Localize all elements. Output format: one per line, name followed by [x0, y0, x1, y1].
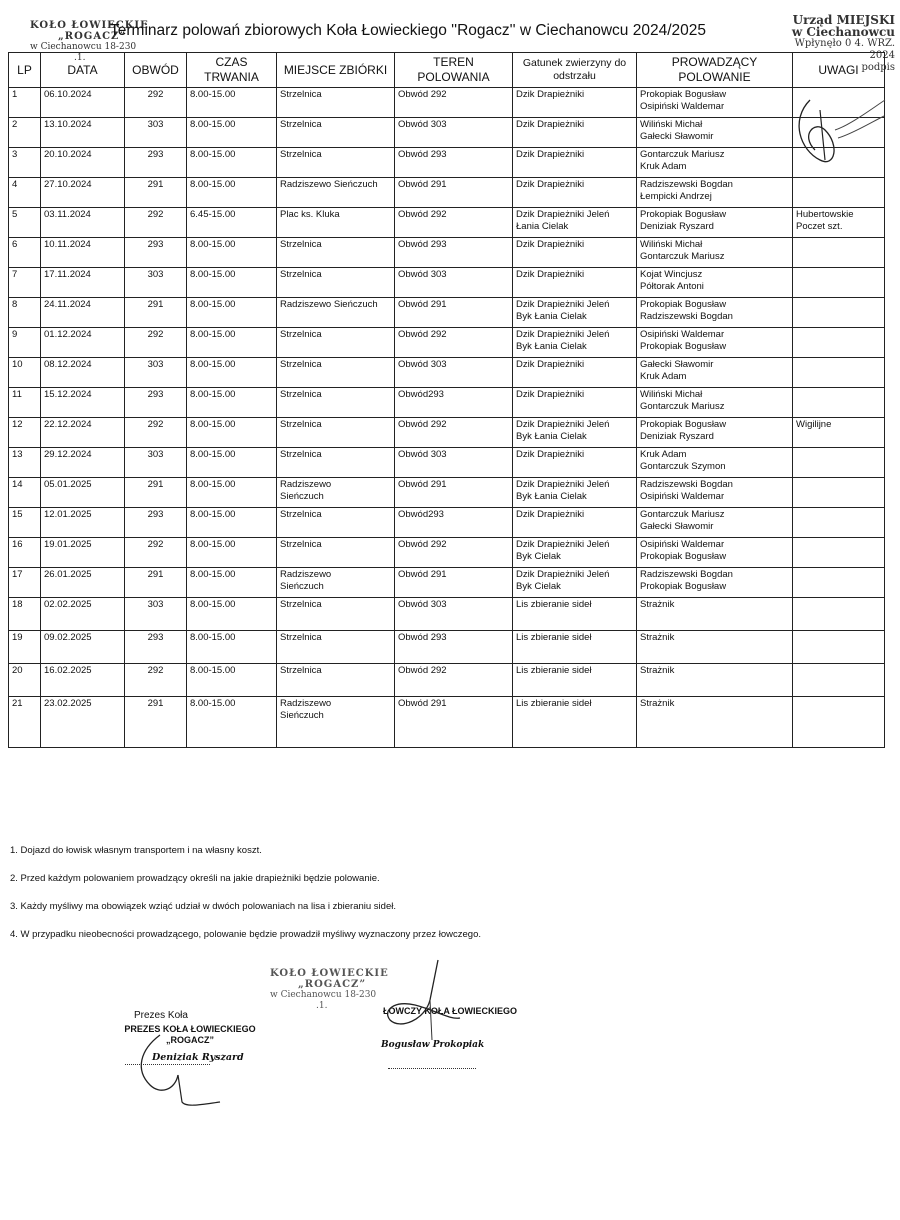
table-row — [9, 568, 885, 598]
table-row — [9, 178, 885, 208]
table-row — [9, 598, 885, 631]
stamp-line: podpis — [861, 62, 895, 73]
cell-data: 08.12.2024 — [41, 358, 125, 388]
cell-uwagi — [793, 697, 885, 748]
cell-miejsce: Strzelnica — [277, 631, 395, 664]
column-header-czas: CZAS TRWANIA — [187, 53, 277, 88]
cell-lp: 14 — [9, 478, 41, 508]
cell-uwagi — [793, 388, 885, 418]
cell-prowadzacy: Kojat Wincjusz Półtorak Antoni — [637, 268, 793, 298]
cell-gatunek: Dzik Drapieżniki — [513, 268, 637, 298]
cell-czas: 8.00-15.00 — [187, 478, 277, 508]
stamp-line: .1. — [74, 53, 86, 63]
cell-miejsce: Strzelnica — [277, 598, 395, 631]
cell-miejsce: Strzelnica — [277, 118, 395, 148]
cell-data: 24.11.2024 — [41, 298, 125, 328]
cell-obwod: 292 — [125, 418, 187, 448]
cell-uwagi — [793, 298, 885, 328]
cell-gatunek: Dzik Drapieżniki — [513, 358, 637, 388]
cell-teren: Obwód 291 — [395, 298, 513, 328]
cell-miejsce: Plac ks. Kluka — [277, 208, 395, 238]
cell-czas: 8.00-15.00 — [187, 358, 277, 388]
cell-prowadzacy: Gontarczuk Mariusz Kruk Adam — [637, 148, 793, 178]
cell-data: 17.11.2024 — [41, 268, 125, 298]
cell-teren: Obwód 292 — [395, 418, 513, 448]
lowczy-stamp: ŁOWCZY KOŁA ŁOWIECKIEGO — [383, 1006, 517, 1016]
cell-lp: 12 — [9, 418, 41, 448]
cell-obwod: 293 — [125, 631, 187, 664]
cell-teren: Obwód 292 — [395, 208, 513, 238]
cell-data: 27.10.2024 — [41, 178, 125, 208]
cell-teren: Obwód 303 — [395, 268, 513, 298]
cell-prowadzacy: Prokopiak Bogusław Deniziak Ryszard — [637, 208, 793, 238]
cell-obwod: 303 — [125, 118, 187, 148]
handwritten-signature-lowczy — [360, 960, 480, 1050]
cell-miejsce: Radziszewo Sieńczuch — [277, 298, 395, 328]
cell-czas: 8.00-15.00 — [187, 328, 277, 358]
table-row — [9, 664, 885, 697]
cell-teren: Obwód 291 — [395, 478, 513, 508]
cell-teren: Obwód 303 — [395, 358, 513, 388]
cell-teren: Obwód 303 — [395, 118, 513, 148]
table-row — [9, 208, 885, 238]
cell-miejsce: Strzelnica — [277, 268, 395, 298]
handwritten-signature-top — [780, 90, 890, 180]
cell-miejsce: Strzelnica — [277, 538, 395, 568]
note-item: 4. W przypadku nieobecności prowadzącego, polowanie będzie prowadził myśliwy wyznaczony przez łowczego. — [10, 929, 482, 940]
cell-uwagi: Hubertowskie Poczet szt. — [793, 208, 885, 238]
note-item: 3. Każdy myśliwy ma obowiązek wziąć udział w dwóch polowaniach na lisa i zbieraniu sideł. — [10, 901, 396, 912]
cell-miejsce: Radziszewo Sieńczuch — [277, 478, 395, 508]
cell-teren: Obwód 293 — [395, 148, 513, 178]
cell-uwagi — [793, 238, 885, 268]
cell-prowadzacy: Wiliński Michał Gontarczuk Mariusz — [637, 238, 793, 268]
cell-miejsce: Strzelnica — [277, 88, 395, 118]
stamp-line: Urząd MIEJSKI — [792, 13, 895, 27]
cell-data: 09.02.2025 — [41, 631, 125, 664]
cell-miejsce: Strzelnica — [277, 508, 395, 538]
stamp-line: Wpłynęło 0 4. WRZ. 2024 — [794, 38, 895, 61]
cell-prowadzacy: Strażnik — [637, 598, 793, 631]
cell-uwagi — [793, 508, 885, 538]
cell-czas: 6.45-15.00 — [187, 208, 277, 238]
cell-prowadzacy: Strażnik — [637, 664, 793, 697]
cell-uwagi: Wigilijne — [793, 418, 885, 448]
cell-obwod: 303 — [125, 358, 187, 388]
table-row — [9, 268, 885, 298]
cell-teren: Obwód 303 — [395, 448, 513, 478]
cell-czas: 8.00-15.00 — [187, 538, 277, 568]
cell-czas: 8.00-15.00 — [187, 148, 277, 178]
cell-gatunek: Dzik Drapieżniki — [513, 118, 637, 148]
cell-miejsce: Radziszewo Sieńczuch — [277, 568, 395, 598]
notes-list — [10, 845, 870, 957]
cell-uwagi — [793, 478, 885, 508]
cell-obwod: 303 — [125, 448, 187, 478]
cell-gatunek: Dzik Drapieżniki — [513, 238, 637, 268]
cell-data: 22.12.2024 — [41, 418, 125, 448]
cell-teren: Obwód 303 — [395, 598, 513, 631]
cell-czas: 8.00-15.00 — [187, 238, 277, 268]
cell-gatunek: Dzik Drapieżniki — [513, 388, 637, 418]
column-header-uwagi: UWAGI — [793, 53, 885, 88]
cell-obwod: 293 — [125, 508, 187, 538]
cell-obwod: 291 — [125, 178, 187, 208]
cell-prowadzacy: Gontarczuk Mariusz Gałecki Sławomir — [637, 508, 793, 538]
table-row — [9, 328, 885, 358]
table-row — [9, 631, 885, 664]
cell-teren: Obwód 292 — [395, 88, 513, 118]
cell-lp: 3 — [9, 148, 41, 178]
stamp-line: „ROGACZ” — [166, 1035, 214, 1045]
cell-data: 26.01.2025 — [41, 568, 125, 598]
signature-line-lowczy — [388, 1068, 476, 1069]
table-row — [9, 448, 885, 478]
cell-obwod: 291 — [125, 697, 187, 748]
cell-obwod: 292 — [125, 538, 187, 568]
stamp-line: PREZES KOŁA ŁOWIECKIEGO — [124, 1024, 256, 1034]
cell-miejsce: Strzelnica — [277, 328, 395, 358]
cell-prowadzacy: Osipiński Waldemar Prokopiak Bogusław — [637, 328, 793, 358]
cell-lp: 15 — [9, 508, 41, 538]
cell-lp: 19 — [9, 631, 41, 664]
cell-czas: 8.00-15.00 — [187, 388, 277, 418]
document-title: Terminarz polowań zbiorowych Koła Łowieckiego ''Rogacz'' w Ciechanowcu 2024/2025 — [110, 22, 706, 39]
cell-miejsce: Radziszewo Sieńczuch — [277, 697, 395, 748]
table-row — [9, 88, 885, 118]
cell-prowadzacy: Gałecki Sławomir Kruk Adam — [637, 358, 793, 388]
column-header-gatunek: Gatunek zwierzyny do odstrzału — [513, 53, 637, 88]
cell-uwagi — [793, 538, 885, 568]
cell-prowadzacy: Strażnik — [637, 697, 793, 748]
cell-obwod: 293 — [125, 238, 187, 268]
column-header-data: DATA — [41, 53, 125, 88]
cell-prowadzacy: Prokopiak Bogusław Osipiński Waldemar — [637, 88, 793, 118]
cell-teren: Obwód 292 — [395, 664, 513, 697]
cell-uwagi — [793, 631, 885, 664]
cell-teren: Obwód 292 — [395, 538, 513, 568]
cell-uwagi — [793, 268, 885, 298]
cell-gatunek: Dzik Drapieżniki Jeleń Łania Cielak — [513, 208, 637, 238]
cell-miejsce: Strzelnica — [277, 388, 395, 418]
cell-data: 06.10.2024 — [41, 88, 125, 118]
stamp-line: „ROGACZ” — [58, 31, 127, 42]
cell-obwod: 292 — [125, 208, 187, 238]
cell-data: 13.10.2024 — [41, 118, 125, 148]
cell-gatunek: Lis zbieranie sideł — [513, 631, 637, 664]
note-item: 1. Dojazd do łowisk własnym transportem i na własny koszt. — [10, 845, 262, 856]
cell-uwagi — [793, 328, 885, 358]
cell-uwagi — [793, 358, 885, 388]
cell-teren: Obwód 291 — [395, 568, 513, 598]
cell-gatunek: Dzik Drapieżniki — [513, 88, 637, 118]
cell-data: 10.11.2024 — [41, 238, 125, 268]
cell-data: 01.12.2024 — [41, 328, 125, 358]
cell-prowadzacy: Radziszewski Bogdan Łempicki Andrzej — [637, 178, 793, 208]
cell-miejsce: Strzelnica — [277, 238, 395, 268]
cell-prowadzacy: Prokopiak Bogusław Radziszewski Bogdan — [637, 298, 793, 328]
cell-teren: Obwód 291 — [395, 178, 513, 208]
cell-prowadzacy: Wiliński Michał Gałecki Sławomir — [637, 118, 793, 148]
cell-miejsce: Strzelnica — [277, 664, 395, 697]
cell-miejsce: Strzelnica — [277, 358, 395, 388]
cell-data: 16.02.2025 — [41, 664, 125, 697]
cell-data: 03.11.2024 — [41, 208, 125, 238]
cell-data: 05.01.2025 — [41, 478, 125, 508]
cell-gatunek: Dzik Drapieżniki — [513, 508, 637, 538]
cell-gatunek: Dzik Drapieżniki — [513, 178, 637, 208]
cell-prowadzacy: Radziszewski Bogdan Osipiński Waldemar — [637, 478, 793, 508]
cell-gatunek: Lis zbieranie sideł — [513, 664, 637, 697]
table-row — [9, 238, 885, 268]
stamp-line: .1. — [316, 1001, 328, 1011]
cell-prowadzacy: Prokopiak Bogusław Deniziak Ryszard — [637, 418, 793, 448]
cell-lp: 8 — [9, 298, 41, 328]
cell-czas: 8.00-15.00 — [187, 418, 277, 448]
table-row — [9, 697, 885, 748]
cell-teren: Obwód 291 — [395, 697, 513, 748]
cell-czas: 8.00-15.00 — [187, 298, 277, 328]
cell-prowadzacy: Kruk Adam Gontarczuk Szymon — [637, 448, 793, 478]
stamp-line: KOŁO ŁOWIECKIE — [270, 968, 389, 979]
table-row — [9, 508, 885, 538]
cell-lp: 5 — [9, 208, 41, 238]
cell-lp: 13 — [9, 448, 41, 478]
cell-prowadzacy: Strażnik — [637, 631, 793, 664]
cell-data: 02.02.2025 — [41, 598, 125, 631]
cell-obwod: 303 — [125, 598, 187, 631]
cell-gatunek: Dzik Drapieżniki — [513, 148, 637, 178]
cell-data: 23.02.2025 — [41, 697, 125, 748]
table-row — [9, 148, 885, 178]
cell-data: 20.10.2024 — [41, 148, 125, 178]
table-header-row — [9, 53, 885, 88]
cell-obwod: 293 — [125, 148, 187, 178]
cell-czas: 8.00-15.00 — [187, 178, 277, 208]
cell-gatunek: Dzik Drapieżniki Jeleń Byk Łania Cielak — [513, 298, 637, 328]
cell-lp: 11 — [9, 388, 41, 418]
cell-gatunek: Dzik Drapieżniki Jeleń Byk Łania Cielak — [513, 328, 637, 358]
cell-czas: 8.00-15.00 — [187, 697, 277, 748]
cell-prowadzacy: Radziszewski Bogdan Prokopiak Bogusław — [637, 568, 793, 598]
cell-lp: 4 — [9, 178, 41, 208]
cell-data: 12.01.2025 — [41, 508, 125, 538]
table-row — [9, 418, 885, 448]
cell-obwod: 293 — [125, 388, 187, 418]
cell-prowadzacy: Osipiński Waldemar Prokopiak Bogusław — [637, 538, 793, 568]
cell-lp: 6 — [9, 238, 41, 268]
stamp-line: KOŁO ŁOWIECKIE — [30, 20, 149, 31]
cell-gatunek: Dzik Drapieżniki Jeleń Byk Łania Cielak — [513, 418, 637, 448]
cell-czas: 8.00-15.00 — [187, 268, 277, 298]
cell-miejsce: Strzelnica — [277, 148, 395, 178]
column-header-teren: TEREN POLOWANIA — [395, 53, 513, 88]
cell-data: 19.01.2025 — [41, 538, 125, 568]
president-label: Prezes Koła — [134, 1010, 188, 1021]
cell-czas: 8.00-15.00 — [187, 448, 277, 478]
cell-lp: 9 — [9, 328, 41, 358]
cell-czas: 8.00-15.00 — [187, 598, 277, 631]
cell-czas: 8.00-15.00 — [187, 88, 277, 118]
cell-czas: 8.00-15.00 — [187, 568, 277, 598]
cell-lp: 10 — [9, 358, 41, 388]
stamp-line: w Ciechanowcu — [791, 25, 895, 39]
cell-data: 15.12.2024 — [41, 388, 125, 418]
cell-lp: 18 — [9, 598, 41, 631]
cell-lp: 7 — [9, 268, 41, 298]
column-header-lp: LP — [9, 53, 41, 88]
cell-gatunek: Dzik Drapieżniki Jeleń Byk Cielak — [513, 568, 637, 598]
president-name: Deniziak Ryszard — [152, 1052, 244, 1063]
cell-lp: 2 — [9, 118, 41, 148]
cell-obwod: 292 — [125, 328, 187, 358]
cell-czas: 8.00-15.00 — [187, 508, 277, 538]
cell-czas: 8.00-15.00 — [187, 664, 277, 697]
cell-uwagi — [793, 664, 885, 697]
cell-czas: 8.00-15.00 — [187, 631, 277, 664]
cell-uwagi — [793, 448, 885, 478]
column-header-miejsce: MIEJSCE ZBIÓRKI — [277, 53, 395, 88]
cell-teren: Obwód 293 — [395, 238, 513, 268]
cell-uwagi — [793, 598, 885, 631]
table-row — [9, 538, 885, 568]
cell-gatunek: Dzik Drapieżniki Jeleń Byk Łania Cielak — [513, 478, 637, 508]
cell-miejsce: Strzelnica — [277, 418, 395, 448]
handwritten-signature-president — [120, 1030, 230, 1105]
cell-prowadzacy: Wiliński Michał Gontarczuk Mariusz — [637, 388, 793, 418]
cell-lp: 1 — [9, 88, 41, 118]
cell-lp: 21 — [9, 697, 41, 748]
cell-teren: Obwód 292 — [395, 328, 513, 358]
cell-lp: 16 — [9, 538, 41, 568]
table-row — [9, 298, 885, 328]
cell-teren: Obwód293 — [395, 508, 513, 538]
cell-gatunek: Dzik Drapieżniki — [513, 448, 637, 478]
cell-obwod: 291 — [125, 298, 187, 328]
cell-miejsce: Radziszewo Sieńczuch — [277, 178, 395, 208]
cell-obwod: 291 — [125, 568, 187, 598]
stamp-line: „ROGACZ” — [298, 979, 367, 990]
table-row — [9, 478, 885, 508]
table-row — [9, 388, 885, 418]
cell-data: 29.12.2024 — [41, 448, 125, 478]
cell-obwod: 303 — [125, 268, 187, 298]
column-header-prowadzacy: PROWADZĄCY POLOWANIE — [637, 53, 793, 88]
cell-uwagi — [793, 178, 885, 208]
cell-teren: Obwód 293 — [395, 631, 513, 664]
table-row — [9, 358, 885, 388]
stamp-line: w Ciechanowcu 18-230 — [30, 42, 137, 52]
cell-czas: 8.00-15.00 — [187, 118, 277, 148]
cell-obwod: 291 — [125, 478, 187, 508]
stamp-line: w Ciechanowcu 18-230 — [270, 990, 377, 1000]
note-item: 2. Przed każdym polowaniem prowadzący określi na jakie drapieżniki będzie polowanie. — [10, 873, 380, 884]
table-row — [9, 118, 885, 148]
lowczy-name: Bogusław Prokopiak — [381, 1040, 485, 1050]
column-header-obwod: OBWÓD — [125, 53, 187, 88]
cell-gatunek: Dzik Drapieżniki Jeleń Byk Cielak — [513, 538, 637, 568]
cell-gatunek: Lis zbieranie sideł — [513, 697, 637, 748]
cell-gatunek: Lis zbieranie sideł — [513, 598, 637, 631]
hunting-schedule-table — [8, 52, 885, 748]
cell-miejsce: Strzelnica — [277, 448, 395, 478]
cell-lp: 20 — [9, 664, 41, 697]
cell-uwagi — [793, 568, 885, 598]
cell-lp: 17 — [9, 568, 41, 598]
table-body — [9, 88, 885, 748]
cell-obwod: 292 — [125, 664, 187, 697]
cell-teren: Obwód293 — [395, 388, 513, 418]
cell-obwod: 292 — [125, 88, 187, 118]
